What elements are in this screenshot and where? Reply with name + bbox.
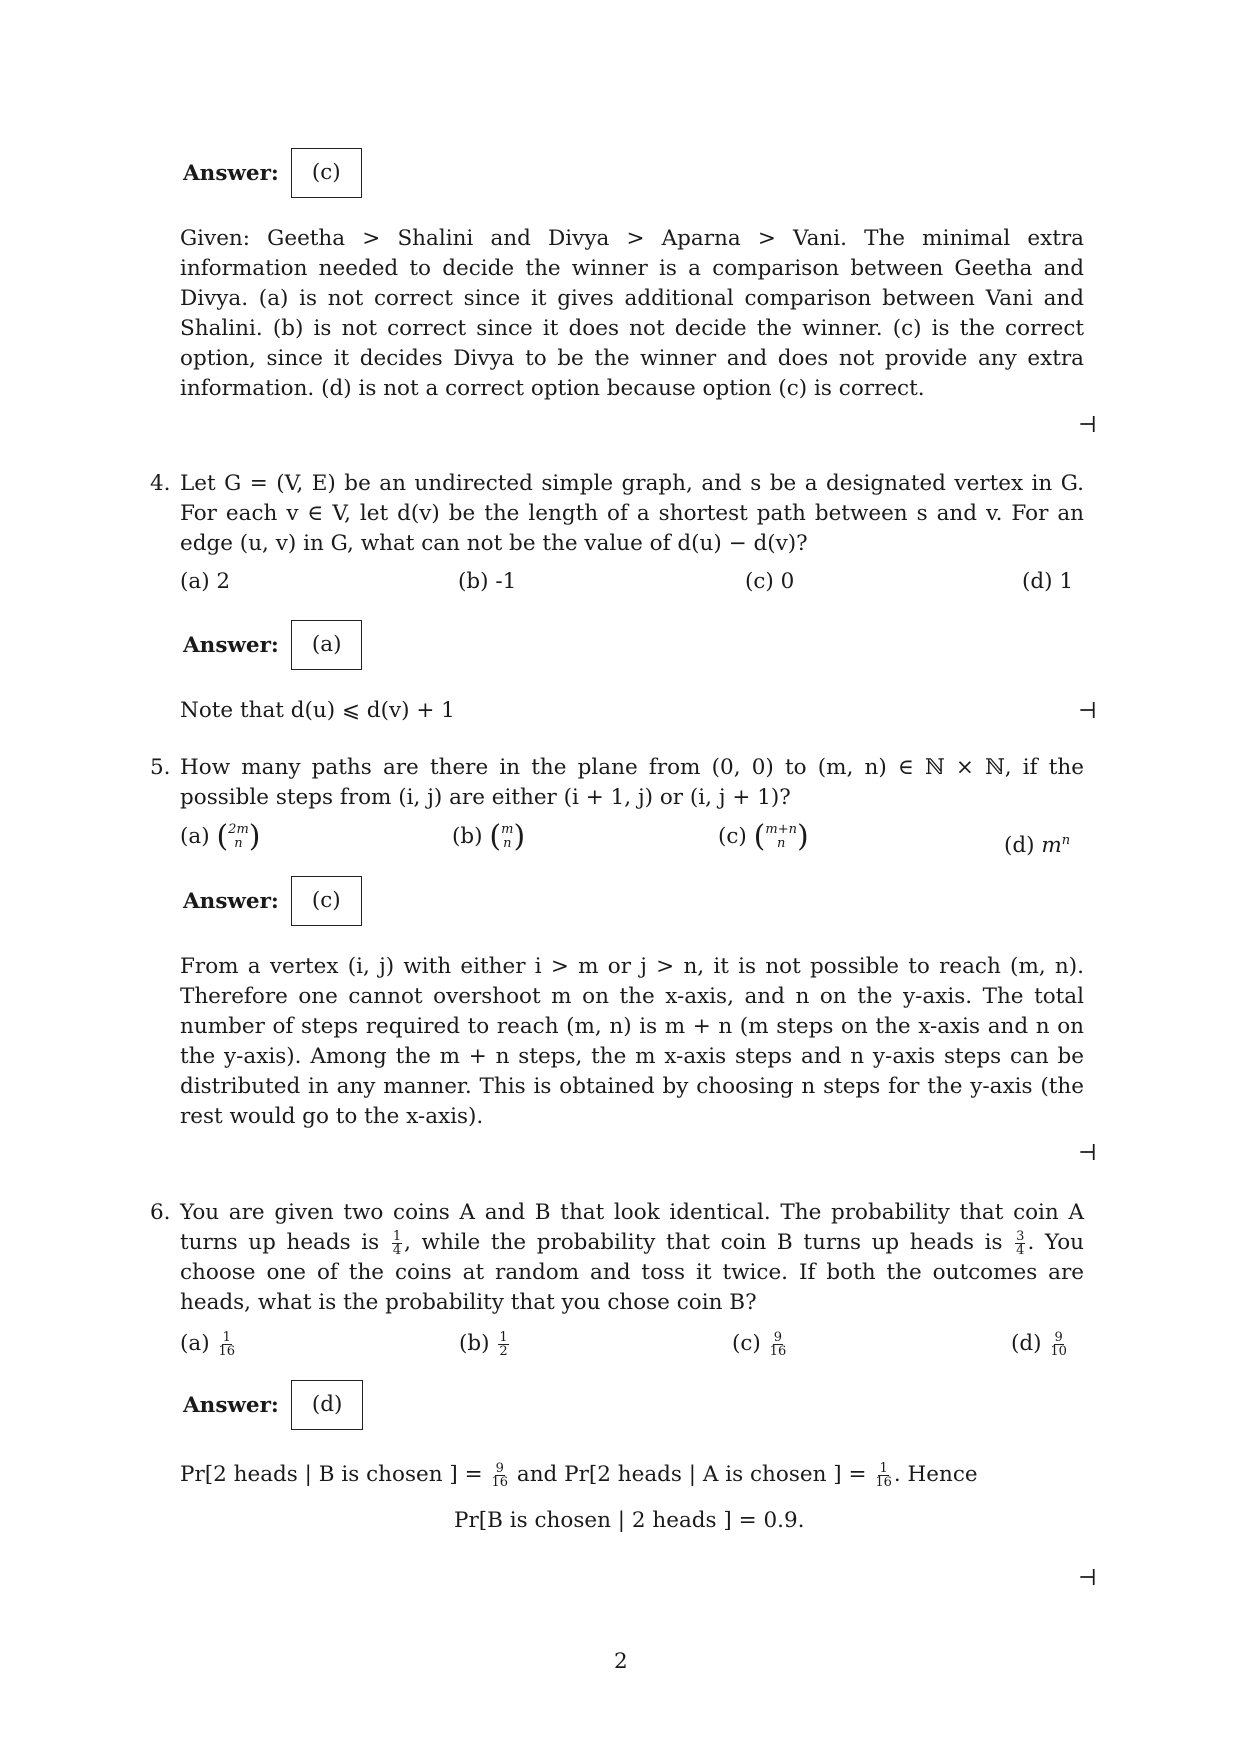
q5-option-c-bottom: n — [777, 836, 786, 851]
q6-option-d-den: 10 — [1050, 1343, 1067, 1359]
q6-frac-b-num: 3 — [1016, 1228, 1025, 1244]
q5-answer-box: (c) — [291, 876, 362, 926]
q5-option-d-base: m — [1041, 833, 1062, 859]
q4-option-d: (d) 1 — [1022, 569, 1074, 594]
answer-label: Answer: — [183, 632, 279, 658]
q6-sol-part1: Pr[2 heads | B is chosen ] = — [180, 1462, 483, 1487]
q6-frac-b-den: 4 — [1016, 1242, 1025, 1258]
q4-answer-box: (a) — [291, 620, 363, 670]
q5-option-a-bottom: n — [234, 836, 243, 851]
q6-solution-line2: Pr[B is chosen | 2 heads ] = 0.9. — [454, 1508, 805, 1533]
q5-option-b-binomial: ( m n ) — [489, 819, 526, 854]
q6-option-a — [180, 1329, 237, 1359]
q6-number: 6. — [150, 1200, 171, 1225]
q6-option-b-label: (b) — [459, 1331, 490, 1356]
q6-option-d-label: (d) — [1011, 1331, 1042, 1356]
q6-option-b — [459, 1329, 511, 1359]
q5-option-d — [1004, 826, 1070, 861]
q4-end-mark: ⊣ — [1078, 699, 1097, 724]
q5-option-d-label: (d) — [1004, 833, 1035, 859]
q6-sol-part3: . Hence — [893, 1462, 978, 1487]
q5-option-d-exp: n — [1061, 833, 1071, 848]
q4-note: Note that d(u) ⩽ d(v) + 1 — [180, 698, 455, 723]
q5-option-b-label: (b) — [452, 824, 483, 849]
q5-option-b-bottom: n — [503, 836, 512, 851]
answer-label: Answer: — [183, 160, 279, 186]
q5-option-b-top: m — [501, 822, 514, 837]
q5-option-a-label: (a) — [180, 824, 210, 849]
q6-option-b-den: 2 — [499, 1343, 508, 1359]
q5-explanation: From a vertex (i, j) with either i > m or j > n, it is not possible to reach (m, n). Therefore one cannot overshoot m on the x-axis, and n on the y-axis. The total number of steps required to reach (m, n) is m + n (m steps on the x-axis and n on the y-axis). Among the m + n steps, the m x-axis steps and n y-axis steps can be distributed in any manner. This is obtained by choosing n steps for the y-axis (the rest would go to the x-axis). — [180, 954, 1084, 1129]
q3-end-mark: ⊣ — [1078, 413, 1097, 438]
q6-option-a-label: (a) — [180, 1331, 210, 1356]
q6-sol-frac1-num: 9 — [495, 1460, 504, 1476]
q5-answer-row — [183, 876, 362, 926]
q6-solution-line1 — [180, 1460, 978, 1490]
q5-end-mark: ⊣ — [1078, 1141, 1097, 1166]
page-number: 2 — [614, 1649, 628, 1674]
q3-answer-box: (c) — [291, 148, 362, 198]
q6-end-mark: ⊣ — [1078, 1566, 1097, 1591]
q5-number: 5. — [150, 755, 171, 780]
q4-answer-row — [183, 620, 362, 670]
q6-text-part3: . You choose one of the coins at random and toss it twice. If both the outcomes are heads, what is the probability that you chose coin B? — [180, 1230, 1084, 1315]
q5-option-c — [718, 819, 809, 854]
answer-label: Answer: — [183, 888, 279, 914]
q4-option-b: (b) -1 — [458, 569, 517, 594]
q4-option-a: (a) 2 — [180, 569, 231, 594]
q6-option-d-num: 9 — [1054, 1329, 1063, 1345]
q3-answer-row — [183, 148, 362, 198]
q6-answer-box: (d) — [291, 1380, 364, 1430]
q6-sol-frac2-num: 1 — [879, 1460, 888, 1476]
q6-sol-frac1-den: 16 — [491, 1474, 509, 1490]
q6-option-c-den: 16 — [769, 1343, 787, 1359]
q6-option-c-num: 9 — [773, 1329, 783, 1345]
q6-text-part1: You are given two coins A and B that look identical. The probability that coin A turns up heads is — [180, 1200, 1084, 1255]
q5-question-text: How many paths are there in the plane from (0, 0) to (m, n) ∈ ℕ × ℕ, if the possible steps from (i, j) are either (i + 1, j) or (i, j + 1)? — [180, 755, 1084, 810]
q5-option-a — [180, 819, 261, 854]
q6-option-c — [732, 1329, 788, 1359]
q5-option-a-binomial: ( 2m n ) — [216, 819, 261, 854]
q6-sol-part2: and Pr[2 heads | A is chosen ] = — [516, 1462, 867, 1487]
q5-option-c-binomial: ( m+n n ) — [753, 819, 809, 854]
q6-text-part2: , while the probability that coin B turns up heads is — [404, 1230, 1003, 1255]
q6-sol-frac2-den: 16 — [875, 1474, 892, 1490]
q4-number: 4. — [150, 471, 171, 496]
q4-option-c: (c) 0 — [745, 569, 795, 594]
q5-option-b — [452, 819, 526, 854]
q6-fraction-b — [1015, 1230, 1025, 1257]
q5-option-a-top: 2m — [228, 822, 249, 837]
q6-option-c-label: (c) — [732, 1331, 761, 1356]
q4-question-text: Let G = (V, E) be an undirected simple graph, and s be a designated vertex in G. For each v ∈ V, let d(v) be the length of a shortest path between s and v. For an edge (u, v) in G, what can not be the value of d(u) − d(v)? — [180, 471, 1084, 556]
q6-answer-row — [183, 1380, 363, 1430]
q6-frac-a-den: 4 — [392, 1242, 402, 1258]
q6-frac-a-num: 1 — [392, 1228, 402, 1244]
q6-question-text — [180, 1198, 1084, 1318]
q6-fraction-a — [392, 1230, 402, 1257]
q6-option-b-num: 1 — [499, 1329, 508, 1345]
q6-option-a-num: 1 — [222, 1329, 231, 1345]
q5-option-c-label: (c) — [718, 824, 747, 849]
q5-option-c-top: m+n — [765, 822, 797, 837]
answer-label: Answer: — [183, 1392, 279, 1418]
q6-option-d — [1011, 1329, 1069, 1359]
q6-option-a-den: 16 — [218, 1343, 235, 1359]
q3-explanation: Given: Geetha > Shalini and Divya > Aparna > Vani. The minimal extra information needed to decide the winner is a comparison between Geetha and Divya. (a) is not correct since it gives additional comparison between Vani and Shalini. (b) is not correct since it does not decide the winner. (c) is the correct option, since it decides Divya to be the winner and does not provide any extra information. (d) is not a correct option because option (c) is correct. — [180, 226, 1084, 401]
